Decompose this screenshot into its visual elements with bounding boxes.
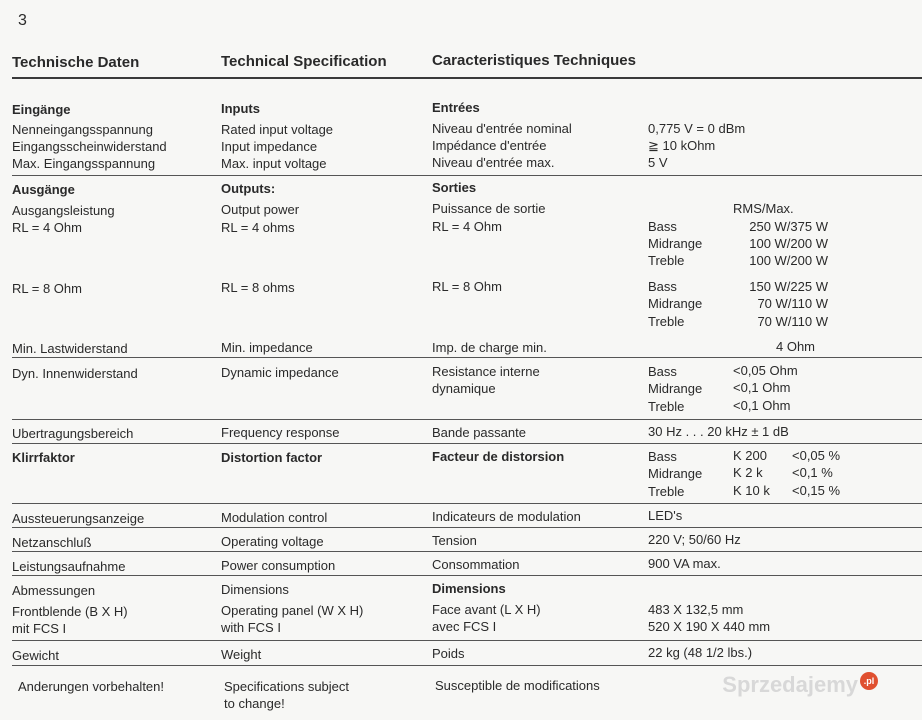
thd-de: Klirrfaktor — [12, 450, 75, 465]
inputs-title-de: Eingänge — [12, 102, 71, 117]
modulation-fr: Indicateurs de modulation — [432, 509, 581, 524]
max-input-value: 5 V — [648, 155, 668, 170]
rl4-de: RL = 4 Ohm — [12, 220, 82, 235]
input-impedance-fr: Impédance d'entrée — [432, 138, 547, 153]
outputs-title-fr: Sorties — [432, 180, 477, 195]
rl8-en: RL = 8 ohms — [221, 280, 295, 295]
notice-fr: Susceptible de modifications — [435, 678, 600, 693]
rated-input-en: Rated input voltage — [221, 122, 334, 137]
divider — [12, 443, 922, 444]
rl8-de: RL = 8 Ohm — [12, 281, 82, 296]
dyn-value: <0,1 Ohm — [733, 380, 791, 395]
dyn-value: <0,1 Ohm — [733, 398, 791, 413]
inputs-title-fr: Entrées — [432, 100, 480, 115]
min-load-de: Min. Lastwiderstand — [12, 341, 128, 356]
rl8-band: Treble — [648, 314, 685, 329]
input-impedance-de: Eingangsscheinwiderstand — [12, 139, 167, 154]
divider — [12, 665, 922, 666]
notice-en-line1: Specifications subject — [224, 679, 350, 694]
freq-en: Frequency response — [221, 425, 340, 440]
output-power-de: Ausgangsleistung — [12, 203, 115, 218]
weight-en: Weight — [221, 647, 262, 662]
rl4-band: Treble — [648, 253, 685, 268]
consumption-en: Power consumption — [221, 558, 336, 573]
thd-band: Treble — [648, 484, 685, 499]
input-impedance-en: Input impedance — [221, 139, 318, 154]
max-input-de: Max. Eingangsspannung — [12, 156, 156, 171]
voltage-en: Operating voltage — [221, 534, 324, 549]
with-fcs-value: 520 X 190 X 440 mm — [648, 619, 771, 634]
rl4-fr: RL = 4 Ohm — [432, 219, 502, 234]
modulation-en: Modulation control — [221, 510, 328, 525]
rl8-value: 150 W/225 W — [749, 279, 828, 294]
rl8-fr: RL = 8 Ohm — [432, 279, 502, 294]
input-impedance-value: ≧ 10 kOhm — [648, 138, 716, 153]
rl8-band: Bass — [648, 279, 677, 294]
with-fcs-en: with FCS I — [221, 620, 281, 635]
thd-fr: Facteur de distorsion — [432, 449, 565, 464]
header-fr: Caracteristiques Techniques — [432, 52, 636, 69]
divider — [12, 640, 922, 641]
dyn-band: Midrange — [648, 381, 703, 396]
modulation-value: LED's — [648, 508, 683, 523]
rl4-value: 250 W/375 W — [749, 219, 828, 234]
dyn-en: Dynamic impedance — [221, 365, 339, 380]
rl4-band: Bass — [648, 219, 677, 234]
inputs-title-en: Inputs — [221, 101, 260, 116]
consumption-value: 900 VA max. — [648, 556, 721, 571]
divider — [12, 175, 922, 176]
thd-value: <0,1 % — [792, 465, 833, 480]
header-de: Technische Daten — [12, 54, 140, 71]
min-load-en: Min. impedance — [221, 340, 313, 355]
dimensions-title-fr: Dimensions — [432, 581, 506, 596]
thd-freq: K 2 k — [733, 465, 763, 480]
rated-input-value: 0,775 V = 0 dBm — [648, 121, 746, 136]
dimensions-title-en: Dimensions — [221, 582, 289, 597]
consumption-de: Leistungsaufnahme — [12, 559, 126, 574]
freq-de: Ubertragungsbereich — [12, 426, 134, 441]
min-load-fr: Imp. de charge min. — [432, 340, 547, 355]
freq-fr: Bande passante — [432, 425, 526, 440]
rl4-value: 100 W/200 W — [749, 253, 828, 268]
watermark-badge: .pl — [860, 672, 878, 690]
dyn-fr-line1: Resistance interne — [432, 364, 540, 379]
dyn-band: Bass — [648, 364, 677, 379]
thd-value: <0,15 % — [792, 483, 841, 498]
rl8-band: Midrange — [648, 296, 703, 311]
min-load-value: 4 Ohm — [776, 339, 816, 354]
with-fcs-de: mit FCS I — [12, 621, 67, 636]
front-panel-fr: Face avant (L X H) — [432, 602, 541, 617]
weight-de: Gewicht — [12, 648, 59, 663]
max-input-en: Max. input voltage — [221, 156, 327, 171]
consumption-fr: Consommation — [432, 557, 520, 572]
dyn-fr-line2: dynamique — [432, 381, 496, 396]
rl4-band: Midrange — [648, 236, 703, 251]
rl8-value: 70 W/110 W — [757, 314, 828, 329]
divider — [12, 503, 922, 504]
front-panel-de: Frontblende (B X H) — [12, 604, 128, 619]
thd-freq: K 200 — [733, 448, 767, 463]
dyn-value: <0,05 Ohm — [733, 363, 798, 378]
output-power-en: Output power — [221, 202, 300, 217]
voltage-fr: Tension — [432, 533, 477, 548]
rated-input-de: Nenneingangsspannung — [12, 122, 153, 137]
dyn-de: Dyn. Innenwiderstand — [12, 366, 138, 381]
output-power-fr: Puissance de sortie — [432, 201, 546, 216]
voltage-de: Netzanschluß — [12, 535, 92, 550]
divider — [12, 575, 922, 576]
weight-value: 22 kg (48 1/2 lbs.) — [648, 645, 753, 660]
divider — [12, 357, 922, 358]
freq-value: 30 Hz . . . 20 kHz ± 1 dB — [648, 424, 789, 439]
max-input-fr: Niveau d'entrée max. — [432, 155, 555, 170]
divider — [12, 419, 922, 420]
thd-en: Distortion factor — [221, 450, 323, 465]
rms-max-header: RMS/Max. — [733, 201, 794, 216]
rated-input-fr: Niveau d'entrée nominal — [432, 121, 572, 136]
front-panel-value: 483 X 132,5 mm — [648, 602, 744, 617]
header-rule — [12, 77, 922, 79]
with-fcs-fr: avec FCS I — [432, 619, 497, 634]
watermark-logo: Sprzedajemy .pl — [722, 672, 878, 698]
rl8-value: 70 W/110 W — [757, 296, 828, 311]
voltage-value: 220 V; 50/60 Hz — [648, 532, 741, 547]
outputs-title-de: Ausgänge — [12, 182, 75, 197]
notice-de: Anderungen vorbehalten! — [18, 679, 165, 694]
weight-fr: Poids — [432, 646, 465, 661]
front-panel-en: Operating panel (W X H) — [221, 603, 364, 618]
divider — [12, 527, 922, 528]
page-number: 3 — [18, 12, 27, 29]
thd-band: Bass — [648, 449, 677, 464]
dyn-band: Treble — [648, 399, 685, 414]
thd-value: <0,05 % — [792, 448, 841, 463]
thd-freq: K 10 k — [733, 483, 770, 498]
thd-band: Midrange — [648, 466, 703, 481]
rl4-value: 100 W/200 W — [749, 236, 828, 251]
divider — [12, 551, 922, 552]
header-en: Technical Specification — [221, 53, 387, 70]
dimensions-title-de: Abmessungen — [12, 583, 96, 598]
outputs-title-en: Outputs: — [221, 181, 276, 196]
rl4-en: RL = 4 ohms — [221, 220, 295, 235]
notice-en-line2: to change! — [224, 696, 285, 711]
modulation-de: Aussteuerungsanzeige — [12, 511, 145, 526]
